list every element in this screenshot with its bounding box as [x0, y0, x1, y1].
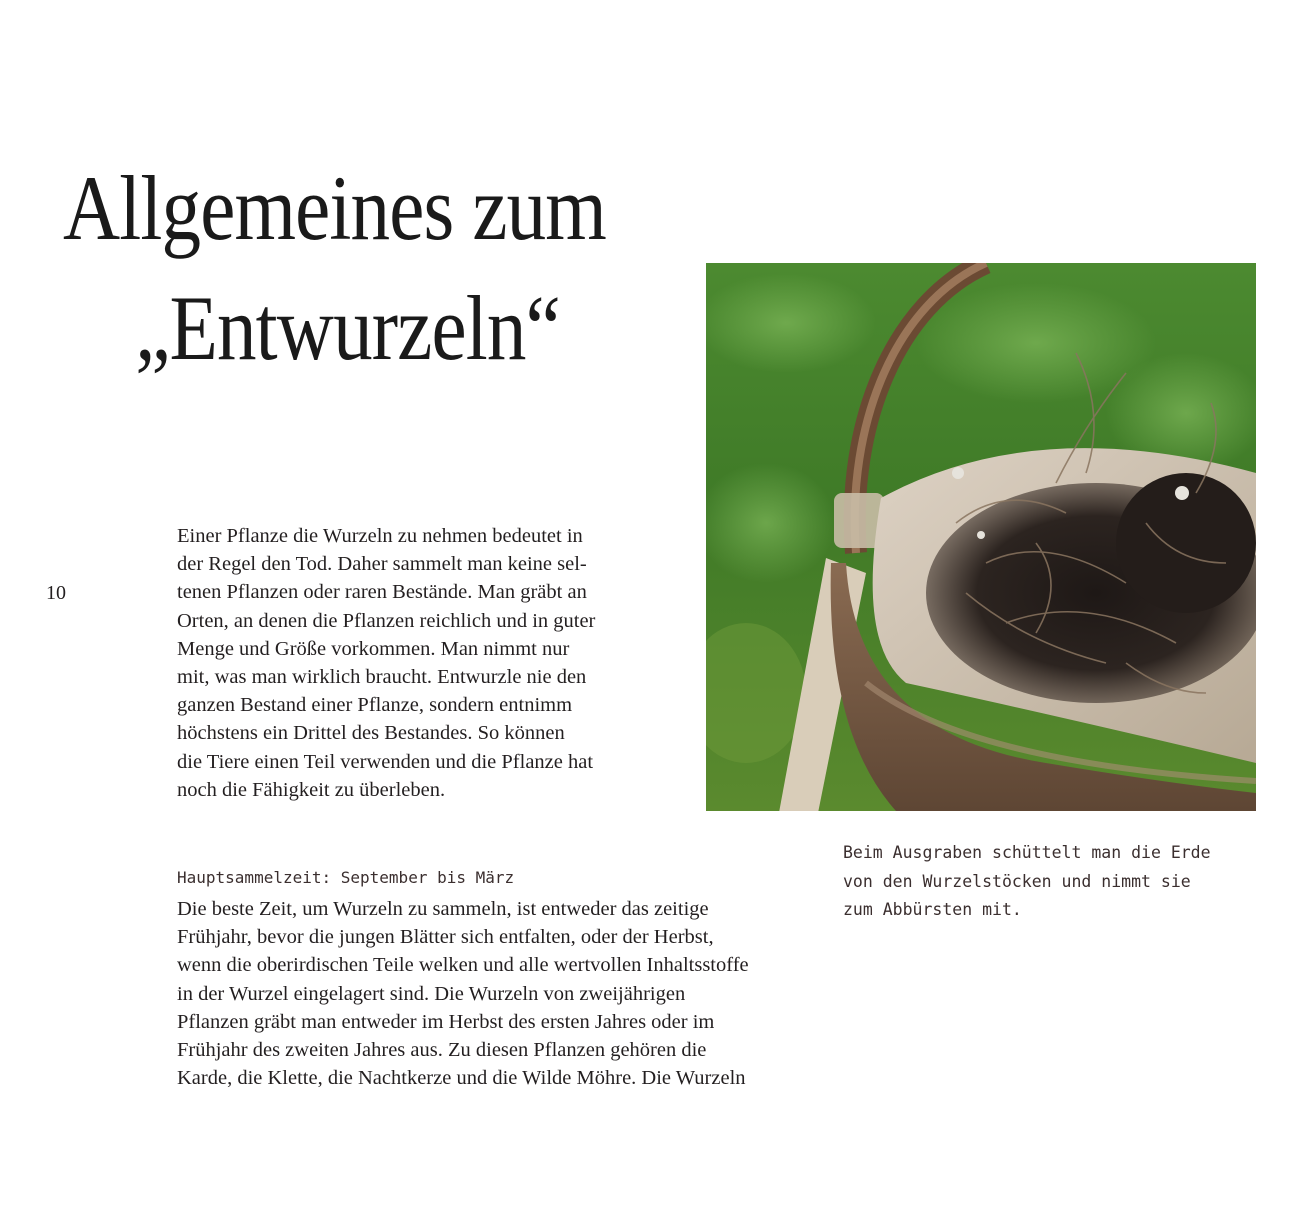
intro-line: höchstens ein Drittel des Bestandes. So können — [177, 722, 565, 745]
caption-line: Beim Ausgraben schüttelt man die Erde — [843, 843, 1211, 862]
intro-line: Einer Pflanze die Wurzeln zu nehmen bedeutet in — [177, 525, 583, 547]
intro-line: die Tiere einen Teil verwenden und die Pflanze hat — [177, 750, 594, 773]
section-paragraph — [177, 895, 817, 1092]
intro-line: noch die Fähigkeit zu überleben. — [177, 778, 446, 801]
intro-line: Menge und Größe vorkommen. Man nimmt nur — [177, 637, 570, 660]
intro-line: Orten, an denen die Pflanzen reichlich und in guter — [177, 609, 596, 632]
page-title-line-1: Allgemeines zum — [63, 157, 606, 259]
photo-basket-roots — [706, 263, 1256, 811]
section-heading: Hauptsammelzeit: September bis März — [177, 868, 515, 887]
page-title — [63, 148, 606, 388]
section-line: wenn die oberirdischen Teile welken und alle wertvollen Inhaltsstoffe — [177, 954, 749, 977]
page-number: 10 — [46, 582, 66, 604]
photo-caption — [843, 839, 1263, 925]
intro-line: mit, was man wirklich braucht. Entwurzle nie den — [177, 666, 587, 689]
page-title-line-2: „Entwurzeln“ — [135, 277, 560, 379]
section-line: Die beste Zeit, um Wurzeln zu sammeln, ist entweder das zeitige — [177, 898, 709, 920]
section-line: Pflanzen gräbt man entweder im Herbst des ersten Jahres oder im — [177, 1010, 715, 1033]
section-line: in der Wurzel eingelagert sind. Die Wurzeln von zweijährigen — [177, 982, 686, 1005]
photo-illustration — [706, 263, 1256, 811]
intro-line: der Regel den Tod. Daher sammelt man keine sel- — [177, 553, 587, 576]
intro-paragraph — [177, 522, 647, 804]
section-line: Frühjahr des zweiten Jahres aus. Zu diesen Pflanzen gehören die — [177, 1039, 707, 1062]
caption-line: von den Wurzelstöcken und nimmt sie — [843, 871, 1191, 891]
intro-line: ganzen Bestand einer Pflanze, sondern entnimm — [177, 694, 573, 717]
section-line: Karde, die Klette, die Nachtkerze und die Wilde Möhre. Die Wurzeln — [177, 1067, 746, 1090]
section-line: Frühjahr, bevor die jungen Blätter sich entfalten, oder der Herbst, — [177, 926, 714, 949]
intro-line: tenen Pflanzen oder raren Bestände. Man gräbt an — [177, 581, 587, 604]
caption-line: zum Abbürsten mit. — [843, 900, 1022, 919]
